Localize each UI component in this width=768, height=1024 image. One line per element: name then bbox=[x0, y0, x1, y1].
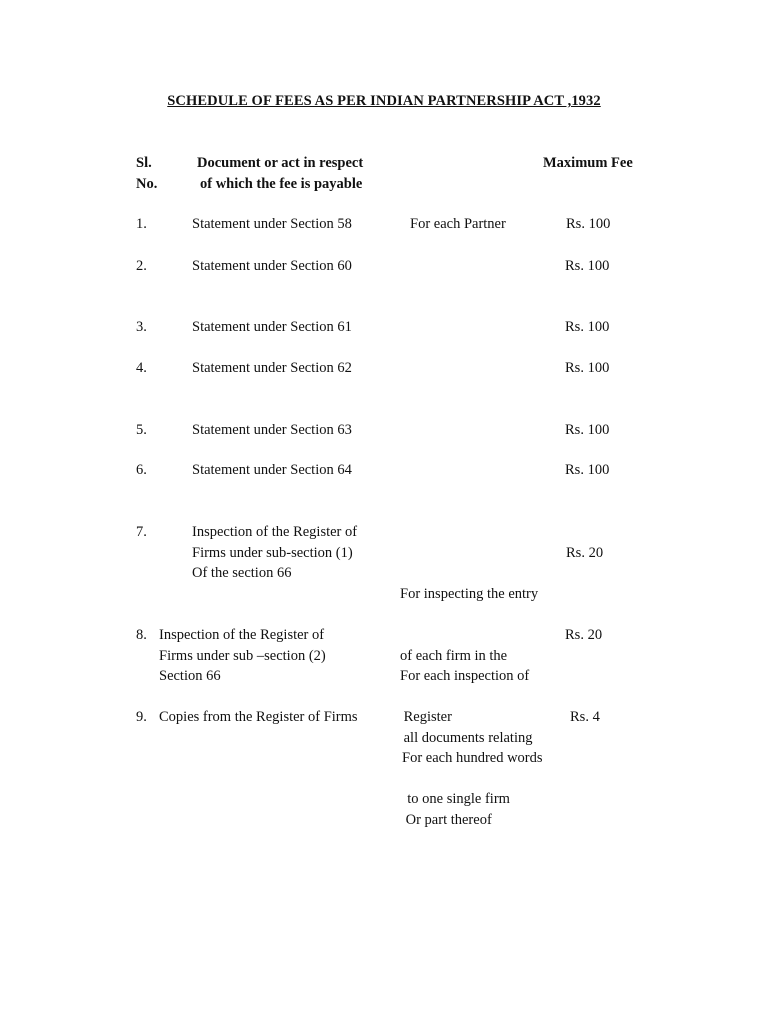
row-note-line: to one single firm bbox=[400, 791, 510, 807]
row-description-line: Copies from the Register of Firms bbox=[159, 709, 358, 725]
row-description-line: Statement under Section 63 bbox=[192, 422, 352, 438]
row-description-line: Inspection of the Register of bbox=[159, 627, 325, 643]
row-description-line: Statement under Section 60 bbox=[192, 258, 352, 274]
row-description-line: Of the section 66 bbox=[192, 565, 292, 581]
row-description bbox=[192, 522, 357, 584]
row-fee: Rs. 100 bbox=[566, 216, 611, 232]
row-number: 8. bbox=[136, 627, 147, 643]
row-number: 3. bbox=[136, 319, 147, 335]
row-note-line: Or part thereof bbox=[402, 811, 492, 828]
row-description bbox=[192, 256, 352, 277]
row-number: 5. bbox=[136, 422, 147, 438]
row-fee: Rs. 100 bbox=[565, 360, 610, 376]
row-description bbox=[192, 420, 352, 441]
row-number: 9. bbox=[136, 709, 147, 725]
row-number: 6. bbox=[136, 462, 147, 478]
row-description-line: Firms under sub-section (1) bbox=[192, 544, 353, 561]
header-sl-line2: No. bbox=[136, 175, 158, 192]
row-note bbox=[402, 707, 543, 871]
row-fee: Rs. 100 bbox=[565, 462, 610, 478]
row-fee: Rs. 100 bbox=[565, 258, 610, 274]
header-maximum-fee: Maximum Fee bbox=[543, 155, 633, 171]
row-note-line: For each inspection of bbox=[400, 668, 530, 684]
row-number: 1. bbox=[136, 216, 147, 232]
row-description-line: Firms under sub –section (2) bbox=[159, 647, 326, 664]
row-fee: Rs. 20 bbox=[566, 545, 604, 561]
row-note-line: For inspecting the entry bbox=[400, 586, 539, 602]
row-note-line: of each firm in the bbox=[400, 647, 508, 664]
row-fee: Rs. 100 bbox=[565, 319, 610, 335]
row-note-line: For each Partner bbox=[410, 216, 506, 232]
header-sl bbox=[136, 153, 157, 194]
row-description bbox=[159, 707, 358, 728]
row-note-line: For each hundred words bbox=[402, 750, 543, 766]
row-description bbox=[192, 358, 352, 379]
row-description-line: Statement under Section 61 bbox=[192, 319, 352, 335]
row-number: 2. bbox=[136, 258, 147, 274]
document-title: SCHEDULE OF FEES AS PER INDIAN PARTNERSHIP ACT ,1932 bbox=[167, 93, 601, 109]
row-fee: Rs. 20 bbox=[565, 627, 603, 643]
row-description bbox=[159, 625, 326, 687]
row-number: 7. bbox=[136, 524, 147, 540]
row-description bbox=[192, 214, 352, 235]
row-description-line: Statement under Section 58 bbox=[192, 216, 352, 232]
header-document bbox=[197, 153, 363, 194]
row-description-line: Statement under Section 64 bbox=[192, 462, 352, 478]
header-document-line2: of which the fee is payable bbox=[200, 175, 363, 192]
row-description-line: Section 66 bbox=[159, 668, 221, 684]
row-description-line: Statement under Section 62 bbox=[192, 360, 352, 376]
row-note bbox=[410, 214, 506, 235]
row-description bbox=[192, 460, 352, 481]
row-note-line: Register bbox=[400, 709, 452, 725]
row-description bbox=[192, 317, 352, 338]
header-sl-line1: Sl. bbox=[136, 155, 152, 171]
header-document-line1: Document or act in respect bbox=[197, 155, 364, 171]
row-fee: Rs. 100 bbox=[565, 422, 610, 438]
row-description-line: Inspection of the Register of bbox=[192, 524, 358, 540]
row-number: 4. bbox=[136, 360, 147, 376]
row-note-line: all documents relating bbox=[400, 729, 533, 746]
row-fee: Rs. 4 bbox=[570, 709, 600, 725]
